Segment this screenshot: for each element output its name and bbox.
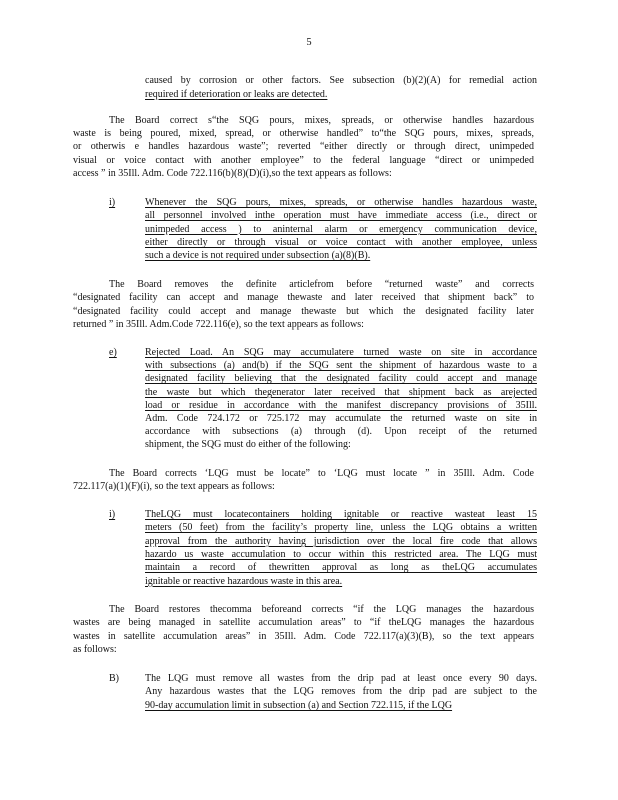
text-line: all personnel involved inthe operation must have immediate access (i.e., direct or bbox=[145, 210, 537, 222]
text-line: The Board corrects ‘LQG must be locate” to ‘LQG must locate ” in 35Ill. Adm. Code bbox=[109, 468, 534, 479]
page-number: 5 bbox=[306, 37, 312, 48]
text-line: caused by corrosion or other factors. See subsection (b)(2)(A) for remedial action bbox=[145, 75, 537, 86]
text-line: 722.117(a)(1)(F)(i), so the text appears as follows: bbox=[73, 481, 275, 493]
text-line: Whenever the SQG pours, mixes, spreads, or otherwise handles hazardous waste, bbox=[145, 197, 537, 208]
text-line: TheLQG must locatecontainers holding ignitable or reactive wasteat least 15 bbox=[145, 509, 537, 520]
text-line: unimpeded access ) to aninternal alarm or emergency communication device, bbox=[145, 223, 537, 235]
text-line: the waste but which thegenerator later received that shipment back as arejected bbox=[145, 386, 537, 398]
text-line: shipment, the SQG must do either of the following: bbox=[145, 439, 351, 451]
text-line: meters (50 feet) from the facility’s property line, unless the LQG obtains a written bbox=[145, 522, 537, 534]
text-line: Adm. Code 724.172 or 725.172 may accumulate the returned waste on site in bbox=[145, 413, 537, 424]
text-line: “designated facility could accept and manage thewaste but which the designated facility later bbox=[73, 305, 534, 317]
text-line: The Board restores thecomma beforeand corrects “if the LQG manages the hazardous bbox=[109, 604, 534, 615]
text-line: required if deterioration or leaks are detected. bbox=[145, 88, 328, 100]
text-line: load or residue in accordance with the manifest discrepancy provisions of 35Ill. bbox=[145, 399, 537, 411]
subsection-marker: B) bbox=[109, 673, 119, 684]
text-line: with subsections (a) and(b) if the SQG sent the shipment of hazardous waste to a bbox=[145, 360, 537, 372]
text-line: accordance with subsections (a) through (d). Upon receipt of the returned bbox=[145, 426, 537, 438]
text-line: “designated facility can accept and manage thewaste and later received that shipment back” to bbox=[73, 292, 534, 304]
text-line: Any hazardous wastes that the LQG removes from the drip pad are subject to the bbox=[145, 686, 537, 698]
text-line: access ” in 35Ill. Adm. Code 722.116(b)(8)(D)(i),so the text appears as follows: bbox=[73, 167, 392, 179]
text-line: wastes are being managed in satellite accumulation areas” to “if theLQG manages the hazardous bbox=[73, 617, 534, 629]
text-line: waste is being poured, mixed, spread, or otherwise handled” to“the SQG pours, mixes, spreads, bbox=[73, 128, 534, 140]
text-line: visual or voice contact with another employee” to the federal language “direct or unimpeded bbox=[73, 154, 534, 166]
text-line: designated facility believing that the designated facility could accept and manage bbox=[145, 373, 537, 385]
text-line: hazardo us waste accumulation to occur within this restricted area. The LQG must bbox=[145, 548, 537, 560]
text-line: as follows: bbox=[73, 643, 117, 655]
text-line: ignitable or reactive hazardous waste in this area. bbox=[145, 575, 343, 587]
text-line: 90-day accumulation limit in subsection (a) and Section 722.115, if the LQG bbox=[145, 699, 453, 711]
text-line: The LQG must remove all wastes from the drip pad at least once every 90 days. bbox=[145, 673, 537, 684]
text-line: maintain a record of thewritten approval as long as theLQG accumulates bbox=[145, 562, 537, 574]
text-line: approval from the authority having jurisdiction over the local fire code that allows bbox=[145, 535, 537, 547]
text-line: either directly or through visual or voice contact with another employee, unless bbox=[145, 236, 537, 248]
text-line: The Board correct s“the SQG pours, mixes, spreads, or otherwise handles hazardous bbox=[109, 115, 534, 126]
text-line: The Board removes the definite articlefrom before “returned waste” and corrects bbox=[109, 279, 534, 290]
text-line: or otherwis e handles hazardous waste”; reverted “either directly or through direct, unimpeded bbox=[73, 141, 534, 153]
subsection-marker: i) bbox=[109, 509, 116, 520]
subsection-marker: e) bbox=[109, 347, 117, 358]
subsection-marker: i) bbox=[109, 197, 116, 208]
text-line: wastes in satellite accumulation areas” in 35Ill. Adm. Code 722.117(a)(3)(B), so the text appears bbox=[73, 630, 534, 642]
text-line: such a device is not required under subsection (a)(8)(B). bbox=[145, 250, 371, 262]
text-line: returned ” in 35Ill. Adm.Code 722.116(e), so the text appears as follows: bbox=[73, 318, 364, 330]
text-line: Rejected Load. An SQG may accumulatere turned waste on site in accordance bbox=[145, 347, 537, 358]
